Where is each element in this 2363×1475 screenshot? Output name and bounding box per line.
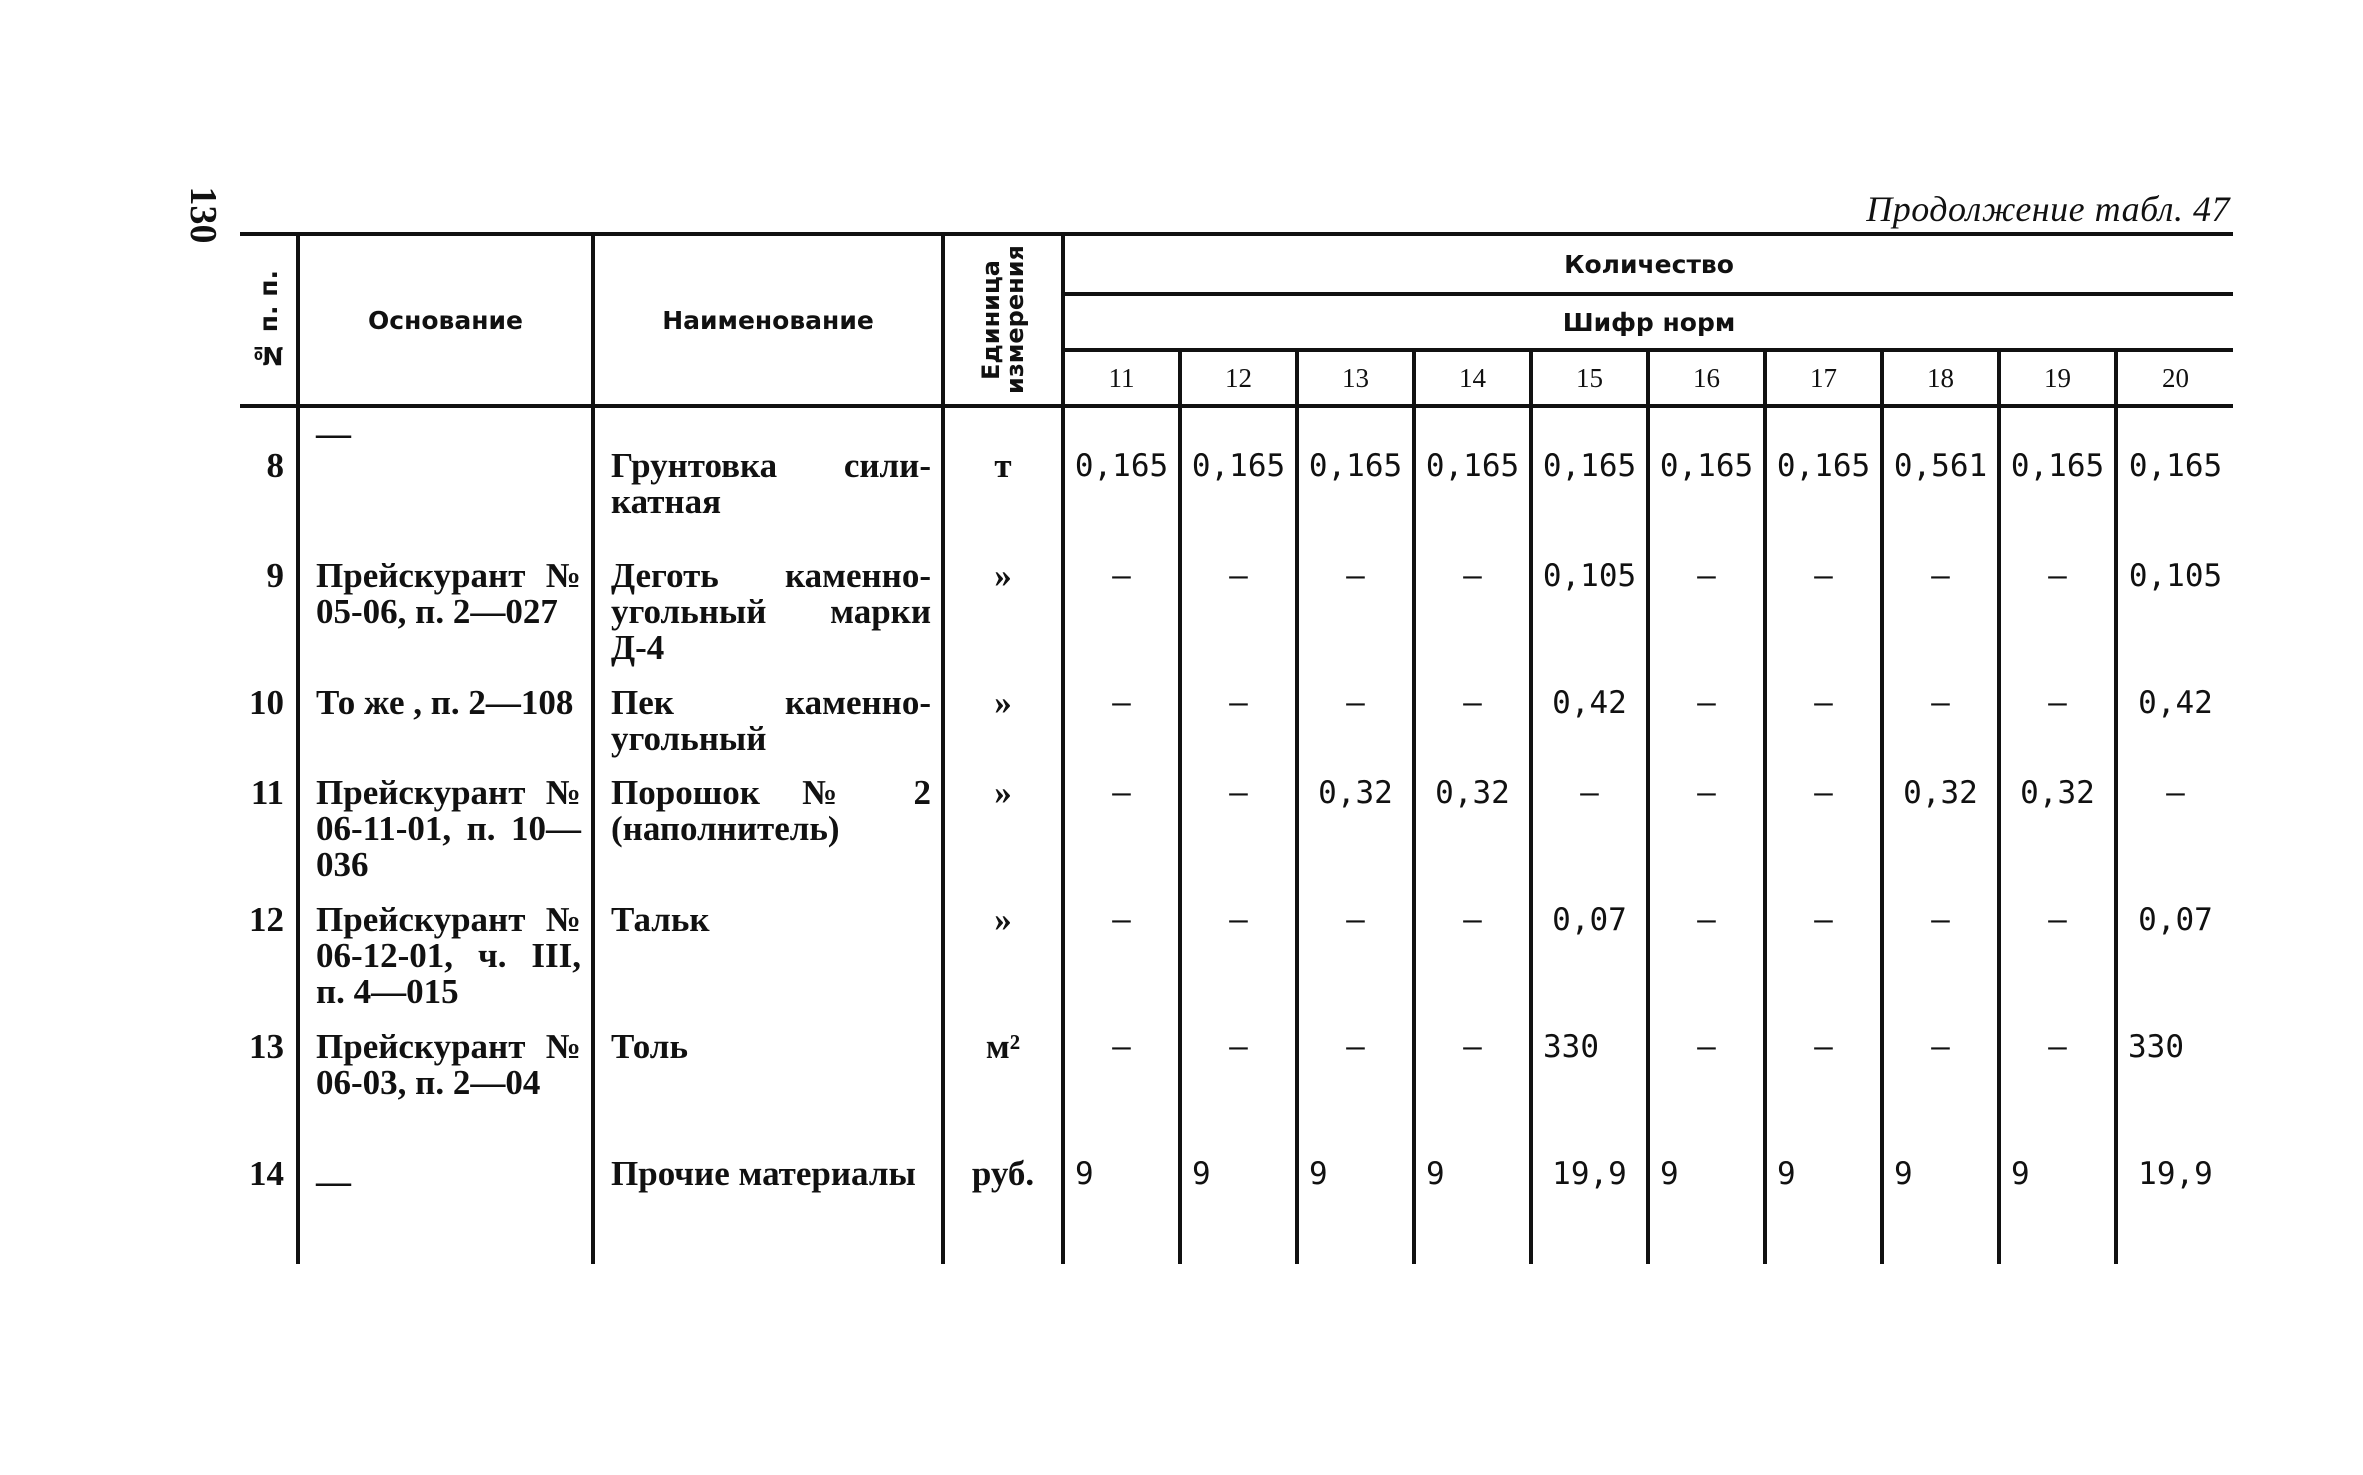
row-value: — [1765, 1029, 1882, 1156]
row-value: 0,165 [1531, 406, 1648, 558]
row-value: 9 [1999, 1156, 2116, 1264]
table-row [240, 406, 2233, 558]
row-value: 0,165 [1648, 406, 1765, 558]
header-code-13: 13 [1297, 350, 1414, 406]
row-value: — [1180, 775, 1297, 902]
row-basis: Прейскурант № 05-06, п. 2—027 [298, 558, 593, 685]
row-basis: Прейскурант № 06-11-01, п. 10—036 [298, 775, 593, 902]
row-value: — [1180, 902, 1297, 1029]
header-unit: Единица измерения [943, 234, 1063, 406]
row-value: 0,42 [2116, 685, 2233, 775]
row-name: Толь [593, 1029, 943, 1156]
norms-table [240, 232, 2233, 1264]
row-value: 9 [1414, 1156, 1531, 1264]
row-basis: Прейскурант № 06-12-01, ч. III, п. 4—015 [298, 902, 593, 1029]
page-number: 130 [182, 186, 224, 244]
row-value: 0,165 [2116, 406, 2233, 558]
row-value: 9 [1765, 1156, 1882, 1264]
row-num: 11 [250, 773, 284, 812]
row-value: — [1297, 902, 1414, 1029]
row-value: — [1882, 558, 1999, 685]
row-value: — [1648, 902, 1765, 1029]
header-quantity: Количество [1063, 234, 2233, 294]
row-value: 0,165 [1765, 406, 1882, 558]
row-value: — [1063, 685, 1180, 775]
header-code-11: 11 [1063, 350, 1180, 406]
row-value: — [1063, 902, 1180, 1029]
row-unit: м² [943, 1029, 1063, 1156]
row-value: — [1414, 1029, 1531, 1156]
header-code-16: 16 [1648, 350, 1765, 406]
row-value: — [1648, 1029, 1765, 1156]
row-value: 0,165 [1297, 406, 1414, 558]
row-num: 9 [266, 556, 284, 595]
row-num: 13 [249, 1027, 284, 1066]
row-value: 0,32 [1882, 775, 1999, 902]
row-value: — [1414, 685, 1531, 775]
row-value: — [1648, 558, 1765, 685]
row-value: — [2116, 775, 2233, 902]
row-value: — [1648, 775, 1765, 902]
row-value: — [1063, 558, 1180, 685]
row-value: — [1882, 685, 1999, 775]
table-header [240, 234, 2233, 406]
row-value: — [1297, 558, 1414, 685]
header-name: Наименование [593, 234, 943, 406]
row-value: 9 [1063, 1156, 1180, 1264]
row-basis: — [298, 1156, 593, 1264]
row-value: 0,165 [1999, 406, 2116, 558]
header-codes-group: Шифр норм [1063, 294, 2233, 350]
row-value: — [1297, 1029, 1414, 1156]
row-value: 330 [2116, 1029, 2233, 1156]
row-value: — [1531, 775, 1648, 902]
header-num: № п. п. [240, 234, 298, 406]
row-basis: Прейскурант № 06-03, п. 2—04 [298, 1029, 593, 1156]
table-row [240, 775, 2233, 902]
table-body [240, 406, 2233, 1264]
row-value: — [1297, 685, 1414, 775]
header-code-12: 12 [1180, 350, 1297, 406]
row-value: — [1999, 685, 2116, 775]
row-value: 9 [1882, 1156, 1999, 1264]
header-code-17: 17 [1765, 350, 1882, 406]
row-value: 0,165 [1180, 406, 1297, 558]
row-value: — [1414, 558, 1531, 685]
row-value: — [1882, 902, 1999, 1029]
row-unit: » [943, 902, 1063, 1029]
row-value: — [1999, 558, 2116, 685]
row-value: — [1648, 685, 1765, 775]
row-name: Деготь каменноугольный марки Д-4 [593, 558, 943, 685]
row-value: — [1180, 1029, 1297, 1156]
header-code-18: 18 [1882, 350, 1999, 406]
row-value: — [1063, 1029, 1180, 1156]
row-value: 9 [1297, 1156, 1414, 1264]
row-basis: То же , п. 2—108 [298, 685, 593, 775]
row-unit: » [943, 775, 1063, 902]
row-value: — [1765, 775, 1882, 902]
row-value: 0,165 [1414, 406, 1531, 558]
header-code-19: 19 [1999, 350, 2116, 406]
row-value: 9 [1180, 1156, 1297, 1264]
row-name: Прочие материалы [593, 1156, 943, 1264]
row-num: 14 [249, 1154, 284, 1193]
row-value: 9 [1648, 1156, 1765, 1264]
row-value: — [1999, 902, 2116, 1029]
row-basis: — [298, 406, 593, 558]
row-value: 0,165 [1063, 406, 1180, 558]
row-value: 330 [1531, 1029, 1648, 1156]
row-unit: руб. [943, 1156, 1063, 1264]
table-row [240, 685, 2233, 775]
row-value: 0,105 [1531, 558, 1648, 685]
row-value: — [1765, 902, 1882, 1029]
row-name: Порошок № 2 (наполнитель) [593, 775, 943, 902]
header-code-15: 15 [1531, 350, 1648, 406]
header-code-20: 20 [2116, 350, 2233, 406]
row-unit: » [943, 558, 1063, 685]
row-value: 0,105 [2116, 558, 2233, 685]
row-value: 19,9 [2116, 1156, 2233, 1264]
row-name: Тальк [593, 902, 943, 1029]
row-value: 0,32 [1297, 775, 1414, 902]
row-value: 0,42 [1531, 685, 1648, 775]
row-value: 19,9 [1531, 1156, 1648, 1264]
row-name: Пек каменноугольный [593, 685, 943, 775]
row-num: 10 [249, 683, 284, 722]
table-row [240, 1156, 2233, 1264]
row-value: — [1180, 558, 1297, 685]
row-value: 0,32 [1999, 775, 2116, 902]
table-row [240, 1029, 2233, 1156]
row-name: Грунтовка силикатная [593, 406, 943, 558]
table-row [240, 902, 2233, 1029]
row-value: — [1765, 685, 1882, 775]
row-value: 0,32 [1414, 775, 1531, 902]
header-basis: Основание [298, 234, 593, 406]
row-value: — [1063, 775, 1180, 902]
row-value: — [1765, 558, 1882, 685]
row-value: — [1999, 1029, 2116, 1156]
row-num: 12 [249, 900, 284, 939]
table-row [240, 558, 2233, 685]
row-value: 0,07 [2116, 902, 2233, 1029]
row-value: — [1414, 902, 1531, 1029]
row-unit: » [943, 685, 1063, 775]
header-code-14: 14 [1414, 350, 1531, 406]
row-value: 0,561 [1882, 406, 1999, 558]
table-continuation-caption: Продолжение табл. 47 [1866, 189, 2230, 229]
row-value: — [1882, 1029, 1999, 1156]
row-value: — [1180, 685, 1297, 775]
row-value: 0,07 [1531, 902, 1648, 1029]
row-num: 8 [266, 446, 284, 485]
row-unit: т [943, 406, 1063, 558]
